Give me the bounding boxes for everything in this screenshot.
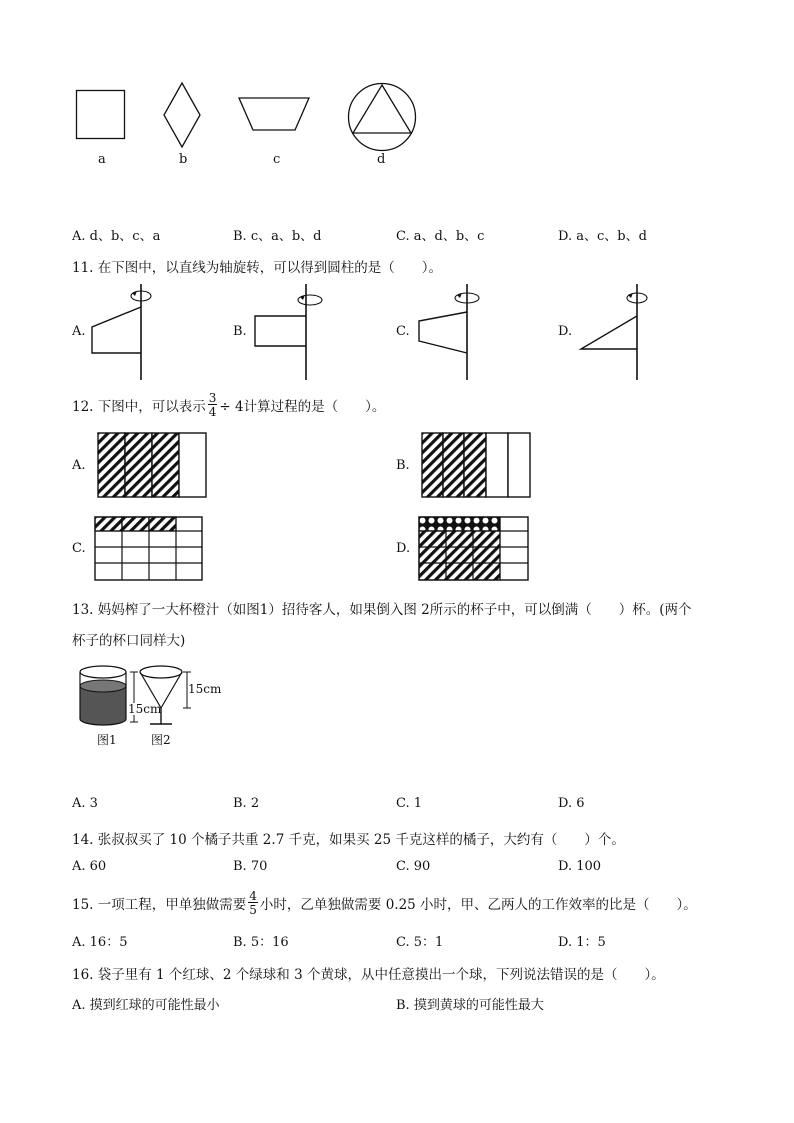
q11-stem: 11. 在下图中，以直线为轴旋转，可以得到圆柱的是（ ）。 <box>72 260 443 276</box>
q13-dim-cone: 15cm <box>188 682 222 696</box>
q13-fig1-caption: 图1 <box>97 733 117 747</box>
q12-fraction <box>208 392 218 418</box>
q16-option-b[interactable]: B. 摸到黄球的可能性最大 <box>396 998 544 1013</box>
q13-option-c[interactable]: C. 1 <box>396 796 423 811</box>
q12-figure-b[interactable] <box>421 432 531 498</box>
q13-fig2-caption: 图2 <box>151 733 171 747</box>
q12-fraction-denominator: 4 <box>208 405 217 419</box>
q16-stem: 16. 袋子里有 1 个红球、2 个绿球和 3 个黄球，从中任意摸出一个球，下列说法错误的是（ ）。 <box>72 967 665 983</box>
q13-option-b[interactable]: B. 2 <box>233 796 260 811</box>
figure-label-c: c <box>273 152 281 167</box>
q12-stem <box>72 385 385 425</box>
figure-rhombus-b <box>163 82 201 148</box>
q12-figure-d[interactable] <box>418 516 530 582</box>
q11-figure-d[interactable] <box>575 282 655 382</box>
q12-figure-a[interactable] <box>97 432 207 498</box>
q12-stem-after: ÷ 4计算过程的是（ ）。 <box>219 399 386 415</box>
q15-option-d[interactable]: D. 1：5 <box>558 935 606 950</box>
q10-option-d[interactable]: D. a、c、b、d <box>558 229 647 244</box>
q13-option-d[interactable]: D. 6 <box>558 796 585 811</box>
figure-label-d: d <box>377 152 386 167</box>
q10-option-b[interactable]: B. c、a、b、d <box>233 229 322 244</box>
q10-option-c[interactable]: C. a、d、b、c <box>396 229 485 244</box>
q11-label-b[interactable]: B. <box>233 324 247 339</box>
q12-label-a[interactable]: A. <box>72 458 86 473</box>
q14-stem: 14. 张叔叔买了 10 个橘子共重 2.7 千克，如果买 25 千克这样的橘子，大约有（ ）个。 <box>72 832 625 848</box>
figure-trapezoid-c <box>238 97 310 131</box>
q12-fraction-numerator: 3 <box>208 391 217 405</box>
q13-stem-line1: 13. 妈妈榨了一大杯橙汁（如图1）招待客人，如果倒入图 2所示的杯子中，可以倒满（ ）杯。(两个 <box>72 602 692 618</box>
q11-label-d[interactable]: D. <box>558 324 573 339</box>
q16-option-a[interactable]: A. 摸到红球的可能性最小 <box>72 998 220 1013</box>
q15-stem <box>72 883 697 923</box>
q15-option-a[interactable]: A. 16：5 <box>72 935 128 950</box>
q12-label-c[interactable]: C. <box>72 541 86 556</box>
figure-circle-triangle-d <box>347 82 417 152</box>
q15-fraction-numerator: 4 <box>249 889 257 903</box>
q15-stem-before: 15. 一项工程，甲单独做需要 <box>72 897 247 913</box>
q15-option-b[interactable]: B. 5：16 <box>233 935 289 950</box>
q13-option-a[interactable]: A. 3 <box>72 796 98 811</box>
q12-label-d[interactable]: D. <box>396 541 411 556</box>
q12-figure-c[interactable] <box>94 516 204 582</box>
q11-figure-a[interactable] <box>88 282 168 382</box>
figure-label-b: b <box>179 152 188 167</box>
q13-dim-cup: 15cm <box>128 702 162 716</box>
q12-label-b[interactable]: B. <box>396 458 410 473</box>
q15-stem-after: 小时，乙单独做需要 0.25 小时，甲、乙两人的工作效率的比是（ ）。 <box>259 897 697 913</box>
q11-figure-c[interactable] <box>412 282 492 382</box>
q11-label-c[interactable]: C. <box>396 324 410 339</box>
q11-label-a[interactable]: A. <box>72 324 86 339</box>
figure-label-a: a <box>98 152 106 167</box>
q15-option-c[interactable]: C. 5：1 <box>396 935 444 950</box>
q14-option-d[interactable]: D. 100 <box>558 859 602 874</box>
figure-square-a <box>76 90 126 140</box>
q12-stem-before: 12. 下图中，可以表示 <box>72 399 206 415</box>
q14-option-a[interactable]: A. 60 <box>72 859 107 874</box>
q13-figure-cone-glass <box>138 664 198 730</box>
q15-fraction <box>248 890 258 916</box>
q10-option-a[interactable]: A. d、b、c、a <box>72 229 161 244</box>
q14-option-b[interactable]: B. 70 <box>233 859 268 874</box>
q15-fraction-denominator: 5 <box>249 903 257 917</box>
q13-stem-line2: 杯子的杯口同样大) <box>72 633 186 649</box>
q11-figure-b[interactable] <box>250 282 330 382</box>
q14-option-c[interactable]: C. 90 <box>396 859 431 874</box>
